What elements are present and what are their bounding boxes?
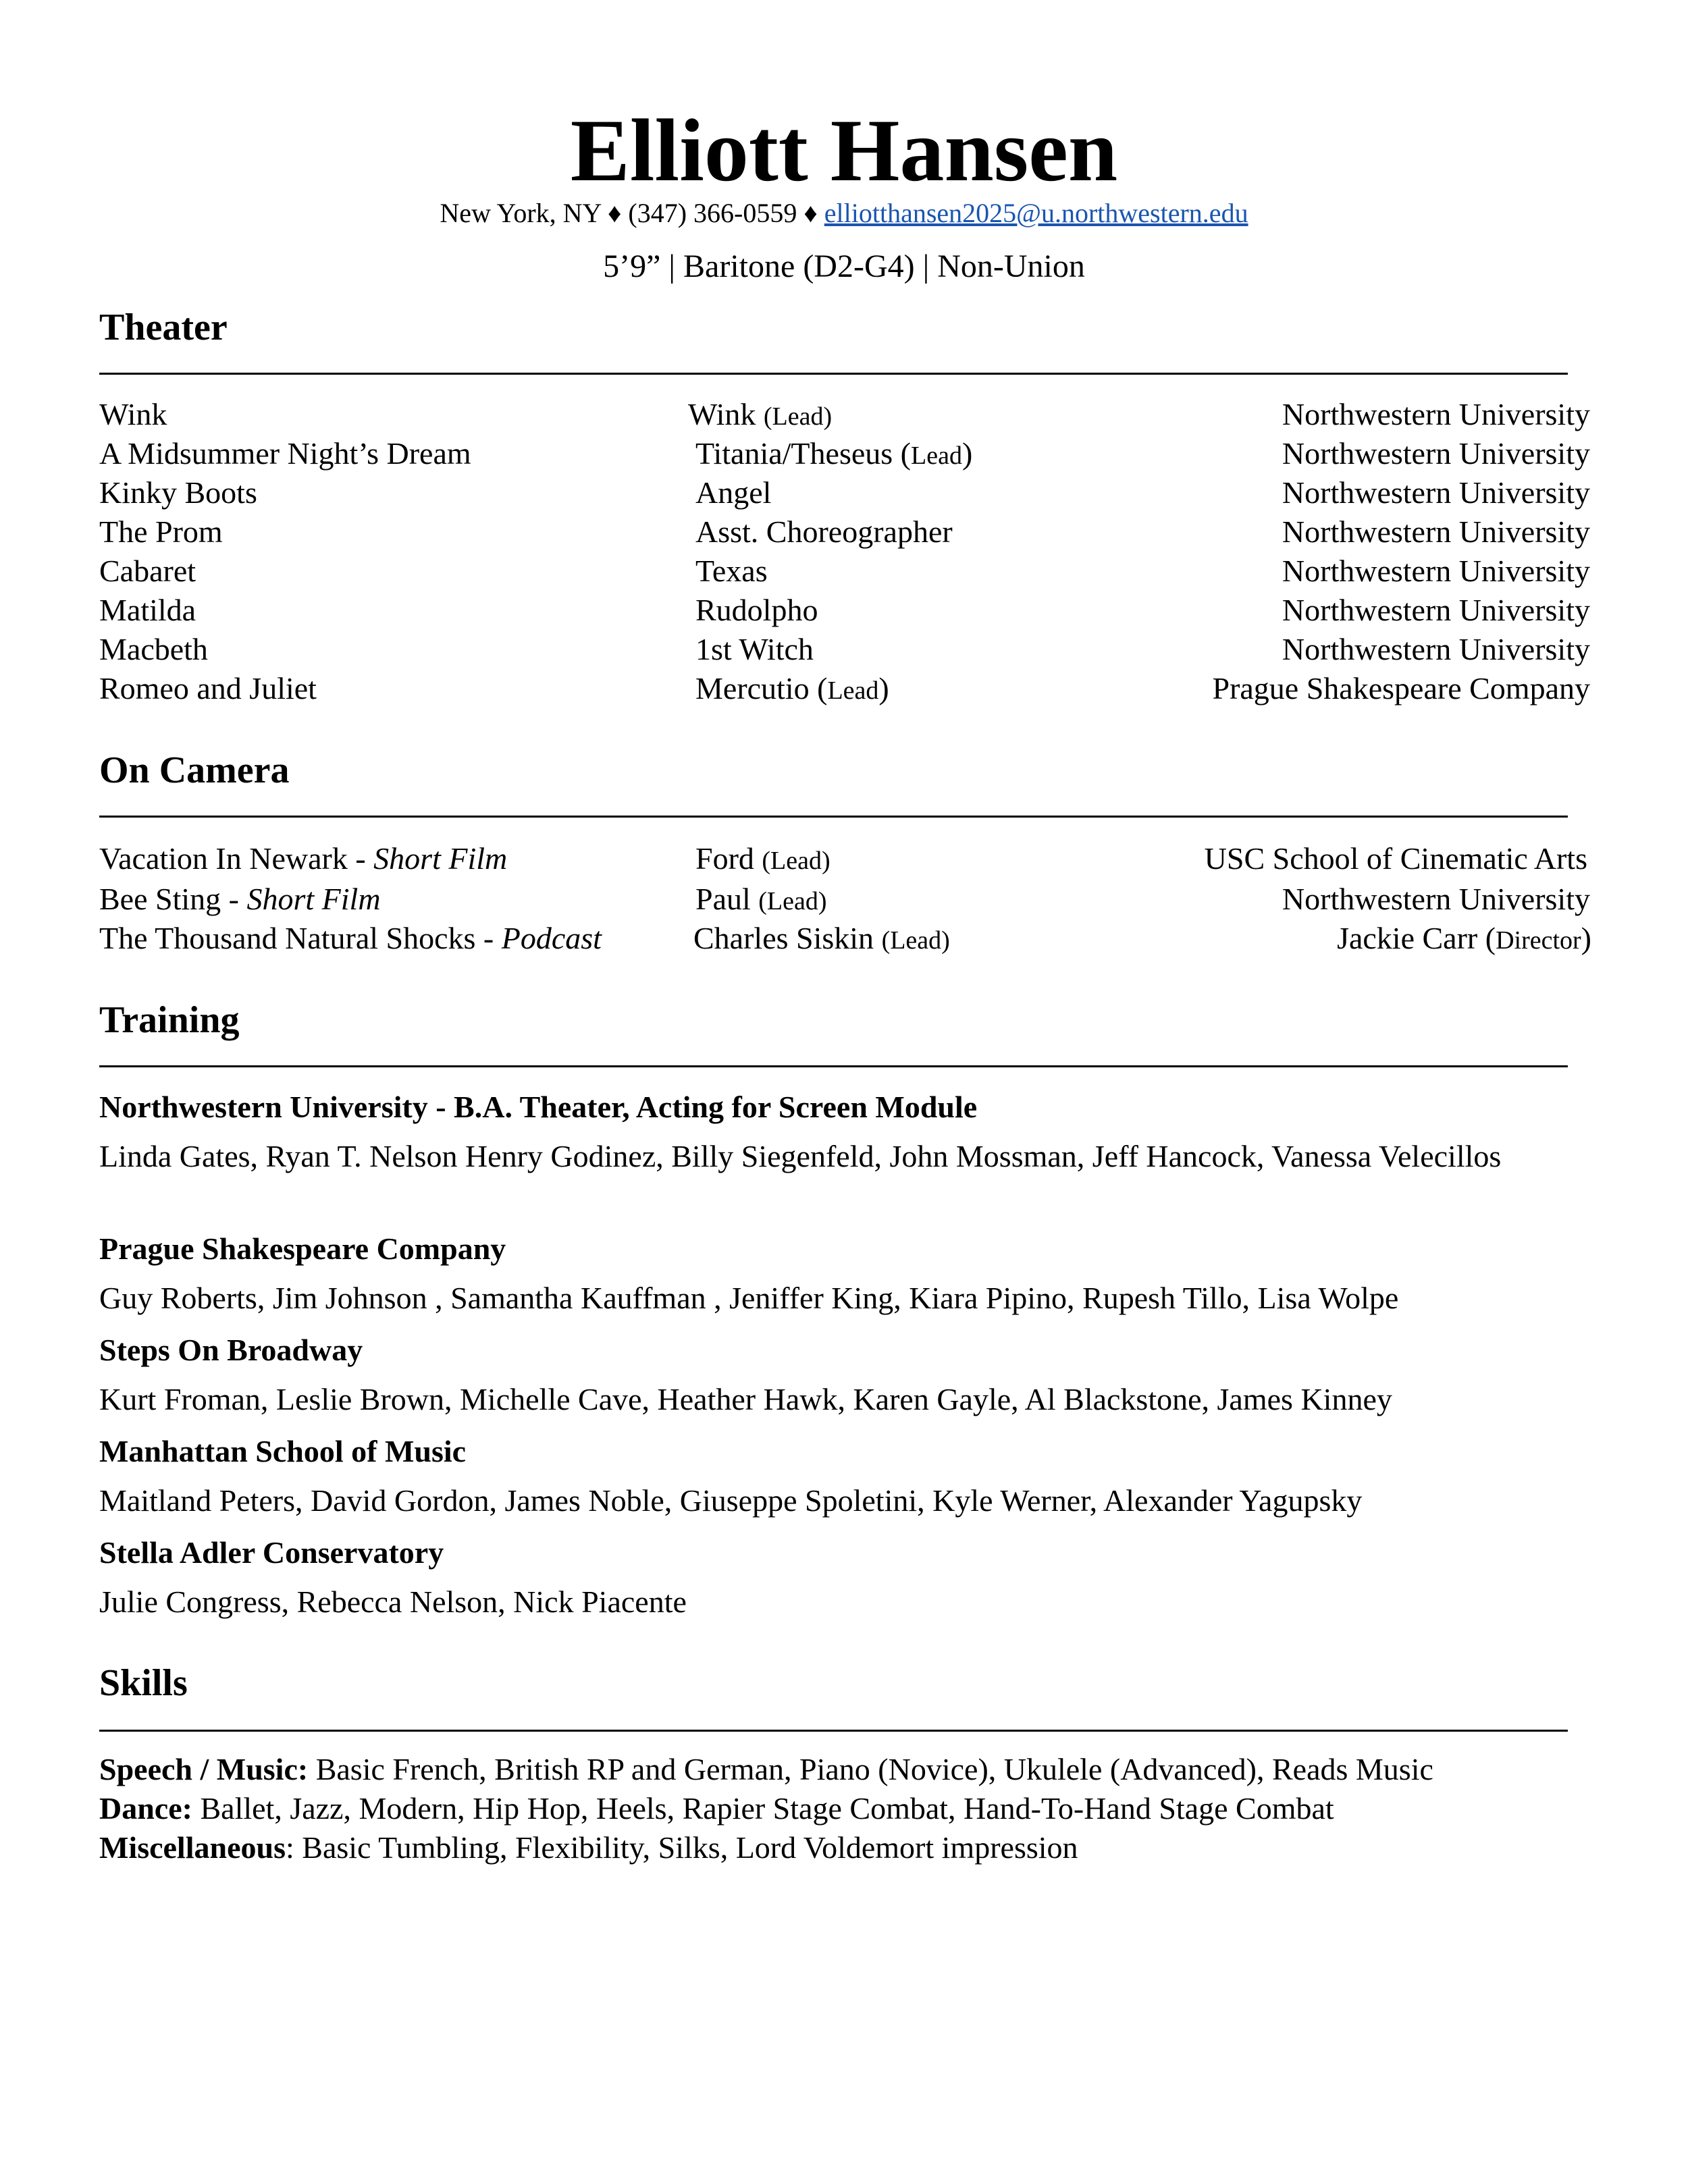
section-title-theater: Theater: [99, 307, 228, 348]
company: Northwestern University: [1282, 882, 1590, 916]
theater-row: [99, 513, 1590, 551]
project-title: Bee Sting - Short Film: [99, 882, 381, 916]
show-title: Cabaret: [99, 554, 196, 588]
theater-row: [99, 591, 1590, 629]
section-divider: [99, 816, 1568, 818]
training-teachers: Linda Gates, Ryan T. Nelson Henry Godinez, Billy Siegenfeld, John Mossman, Jeff Hancock, Vanessa Velecillos: [99, 1139, 1502, 1173]
training-school: Stella Adler Conservatory: [99, 1535, 444, 1570]
skill-line-misc: Miscellaneous: Basic Tumbling, Flexibility, Silks, Lord Voldemort impression: [99, 1830, 1078, 1865]
training-teachers: Guy Roberts, Jim Johnson , Samantha Kauffman , Jeniffer King, Kiara Pipino, Rupesh Tillo, Lisa Wolpe: [99, 1281, 1399, 1315]
role: Angel: [695, 475, 772, 510]
company: Northwestern University: [1282, 593, 1590, 627]
role: Asst. Choreographer: [695, 514, 953, 549]
company: Northwestern University: [1282, 554, 1590, 588]
contact-line: [0, 197, 1688, 230]
training-school: Northwestern University - B.A. Theater, Acting for Screen Module: [99, 1090, 978, 1124]
role: Texas: [695, 554, 768, 588]
theater-row: [99, 396, 1590, 433]
role: Titania/Theseus (Lead): [695, 436, 973, 471]
theater-row: [99, 670, 1590, 708]
show-title: Matilda: [99, 593, 196, 627]
theater-row: [99, 474, 1590, 512]
company: Northwestern University: [1282, 514, 1590, 549]
section-divider: [99, 1730, 1568, 1732]
theater-row: [99, 552, 1590, 590]
theater-row: [99, 631, 1590, 668]
role: Charles Siskin (Lead): [693, 921, 950, 955]
training-school: Steps On Broadway: [99, 1333, 363, 1367]
show-title: Wink: [99, 397, 167, 431]
email-link[interactable]: elliotthansen2025@u.northwestern.edu: [824, 198, 1248, 228]
section-divider: [99, 373, 1568, 375]
section-divider: [99, 1065, 1568, 1067]
training-teachers: Maitland Peters, David Gordon, James Noble, Giuseppe Spoletini, Kyle Werner, Alexander Yagupsky: [99, 1483, 1363, 1518]
section-title-training: Training: [99, 999, 240, 1041]
role: Mercutio (Lead): [695, 671, 889, 705]
company: Northwestern University: [1282, 632, 1590, 666]
contact-location-phone: New York, NY ♦ (347) 366-0559 ♦: [440, 198, 824, 228]
training-school: Manhattan School of Music: [99, 1434, 467, 1468]
performer-stats: 5’9” | Baritone (D2-G4) | Non-Union: [603, 248, 1085, 284]
company: Northwestern University: [1282, 475, 1590, 510]
show-title: Romeo and Juliet: [99, 671, 317, 705]
role: 1st Witch: [695, 632, 814, 666]
company: Prague Shakespeare Company: [1212, 671, 1590, 705]
role: Wink (Lead): [688, 397, 833, 431]
role: Rudolpho: [695, 593, 818, 627]
project-title: The Thousand Natural Shocks - Podcast: [99, 921, 602, 955]
skill-line-speech-music: Speech / Music: Basic French, British RP and German, Piano (Novice), Ukulele (Advanced), Reads Music: [99, 1752, 1433, 1786]
training-teachers: Kurt Froman, Leslie Brown, Michelle Cave, Heather Hawk, Karen Gayle, Al Blackstone, James Kinney: [99, 1382, 1392, 1416]
show-title: Macbeth: [99, 632, 208, 666]
project-title: Vacation In Newark - Short Film: [99, 841, 508, 876]
on-camera-row: [99, 920, 1590, 957]
show-title: Kinky Boots: [99, 475, 257, 510]
company: Jackie Carr (Director): [1337, 921, 1591, 955]
company: Northwestern University: [1282, 436, 1590, 471]
theater-row: [99, 435, 1590, 473]
company: Northwestern University: [1282, 397, 1590, 431]
section-title-skills: Skills: [99, 1662, 188, 1704]
training-teachers: Julie Congress, Rebecca Nelson, Nick Piacente: [99, 1584, 687, 1619]
on-camera-row: [99, 840, 1590, 878]
show-title: A Midsummer Night’s Dream: [99, 436, 471, 471]
applicant-name: Elliott Hansen: [570, 101, 1118, 200]
company: USC School of Cinematic Arts: [1204, 841, 1587, 876]
role: Ford (Lead): [695, 841, 830, 876]
show-title: The Prom: [99, 514, 223, 549]
role: Paul (Lead): [695, 882, 827, 916]
skill-line-dance: Dance: Ballet, Jazz, Modern, Hip Hop, Heels, Rapier Stage Combat, Hand-To-Hand Stage Combat: [99, 1791, 1334, 1826]
training-school: Prague Shakespeare Company: [99, 1231, 506, 1266]
on-camera-row: [99, 880, 1590, 918]
section-title-on-camera: On Camera: [99, 749, 290, 791]
